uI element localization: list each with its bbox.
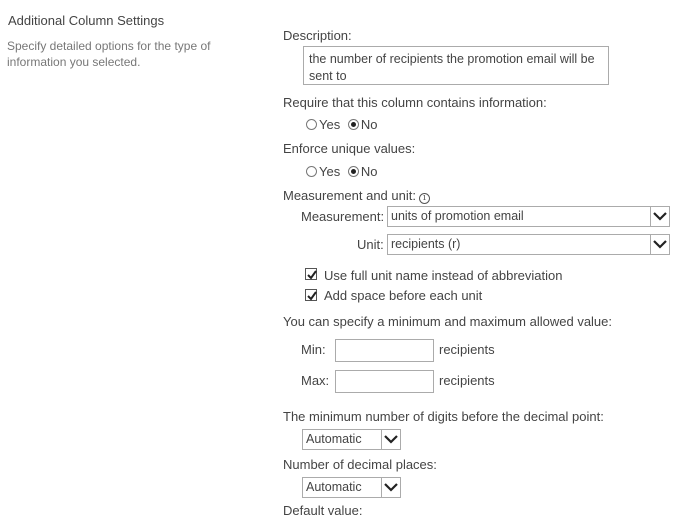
unique-radio-group	[306, 164, 381, 179]
decimal-places-select[interactable]	[302, 477, 401, 498]
description-textarea[interactable]: the number of recipients the promotion email will be sent to	[303, 46, 609, 85]
decimal-places-dropdown-arrow[interactable]	[381, 478, 400, 497]
max-input[interactable]	[335, 370, 434, 393]
measurement-dropdown-arrow[interactable]	[650, 207, 669, 226]
default-value-label: Default value:	[283, 503, 363, 518]
require-no-radio[interactable]	[348, 119, 359, 130]
chevron-down-icon	[382, 478, 400, 497]
require-label: Require that this column contains information:	[283, 95, 547, 110]
description-label: Description:	[283, 28, 352, 43]
min-digits-select[interactable]	[302, 429, 401, 450]
require-yes-radio[interactable]	[306, 119, 317, 130]
max-label: Max:	[301, 373, 330, 388]
min-digits-label: The minimum number of digits before the decimal point:	[283, 409, 604, 424]
require-yes-label[interactable]: Yes	[319, 117, 341, 132]
add-space-checkbox[interactable]	[305, 289, 317, 301]
chevron-down-icon	[651, 235, 669, 254]
info-icon[interactable]: i	[419, 193, 430, 204]
chevron-down-icon	[382, 430, 400, 449]
unit-dropdown-arrow[interactable]	[650, 235, 669, 254]
checkmark-icon	[306, 269, 318, 281]
min-digits-dropdown-arrow[interactable]	[381, 430, 400, 449]
unit-label: Unit:	[357, 237, 384, 252]
measurement-unit-label: Measurement and unit:	[283, 188, 416, 203]
full-unit-name-checkbox[interactable]	[305, 268, 317, 280]
decimal-places-select-value: Automatic	[306, 480, 362, 494]
measurement-select[interactable]	[387, 206, 670, 227]
max-unit-suffix: recipients	[439, 373, 495, 388]
measurement-select-value: units of promotion email	[391, 209, 524, 223]
require-radio-group	[306, 117, 381, 132]
min-unit-suffix: recipients	[439, 342, 495, 357]
checkmark-icon	[306, 290, 318, 302]
section-description: Specify detailed options for the type of information you selected.	[7, 39, 211, 69]
chevron-down-icon	[651, 207, 669, 226]
unique-no-radio[interactable]	[348, 166, 359, 177]
range-label: You can specify a minimum and maximum allowed value:	[283, 314, 613, 329]
require-no-label[interactable]: No	[360, 117, 378, 132]
unique-no-label[interactable]: No	[360, 164, 378, 179]
section-title: Additional Column Settings	[8, 13, 165, 28]
unique-label: Enforce unique values:	[283, 141, 416, 156]
measurement-unit-label-row	[283, 188, 430, 204]
min-digits-select-value: Automatic	[306, 432, 362, 446]
min-label: Min:	[301, 342, 326, 357]
unique-yes-label[interactable]: Yes	[319, 164, 341, 179]
full-unit-name-label[interactable]: Use full unit name instead of abbreviation	[324, 268, 563, 283]
unit-select-value: recipients (r)	[391, 237, 461, 251]
min-input[interactable]	[335, 339, 434, 362]
measurement-label: Measurement:	[301, 209, 385, 224]
decimal-places-label: Number of decimal places:	[283, 457, 437, 472]
unit-select[interactable]	[387, 234, 670, 255]
unique-yes-radio[interactable]	[306, 166, 317, 177]
add-space-label[interactable]: Add space before each unit	[324, 288, 483, 303]
